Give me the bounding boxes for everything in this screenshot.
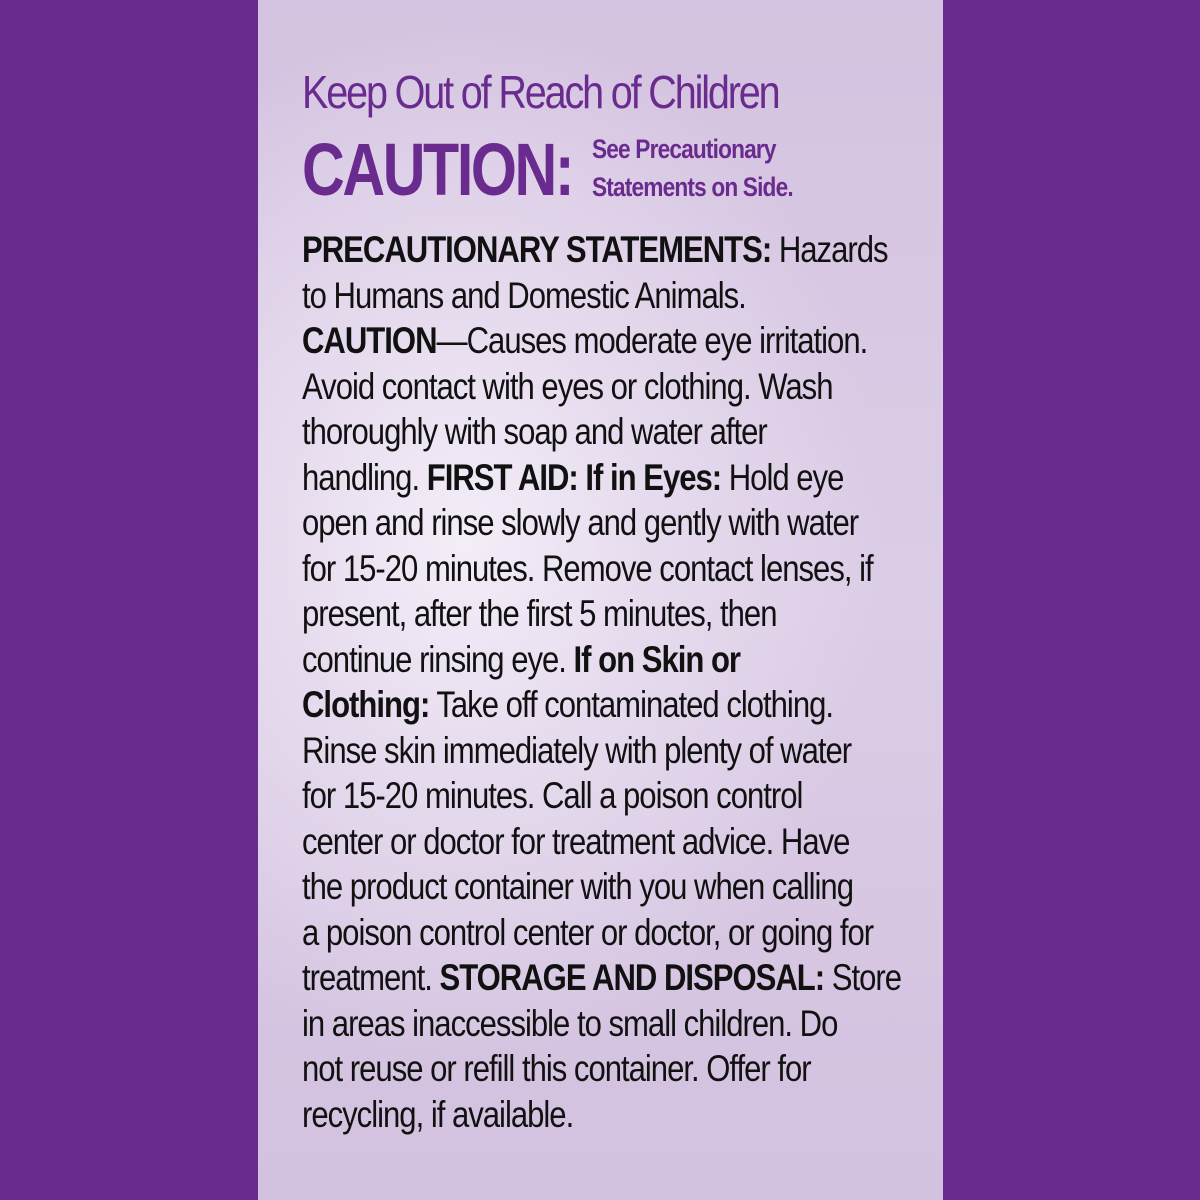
statement-text: —Causes moderate eye irritation.	[436, 320, 868, 361]
precautionary-heading: PRECAUTIONARY STATEMENTS:	[302, 229, 772, 270]
statement-line: Avoid contact with eyes or clothing. Wash	[302, 365, 833, 407]
caution-note-line-1: See Precautionary	[592, 134, 776, 164]
statement-text: Take off contaminated clothing.	[429, 684, 834, 725]
statement-line	[302, 455, 890, 501]
statement-line	[302, 682, 890, 728]
statement-line: present, after the first 5 minutes, then	[302, 593, 777, 634]
caution-note	[592, 130, 793, 206]
statement-line: for 15-20 minutes. Call a poison control	[302, 775, 803, 816]
statement-text: Hazards	[771, 229, 888, 270]
statement-text: treatment.	[302, 957, 440, 998]
statement-line: for 15-20 minutes. Remove contact lenses, if	[302, 547, 873, 589]
statement-line	[302, 955, 901, 1001]
statement-text: Store	[824, 957, 901, 998]
statement-line: center or doctor for treatment advice. Have	[302, 820, 850, 862]
caution-inline-heading: CAUTION	[302, 320, 437, 361]
right-purple-band	[943, 0, 1200, 1200]
caution-heading: CAUTION:	[302, 128, 573, 211]
statement-line	[302, 637, 890, 683]
caution-note-line-2: Statements on Side.	[592, 172, 793, 202]
clothing-heading: Clothing:	[302, 684, 430, 725]
statement-line: recycling, if available.	[302, 1093, 574, 1135]
statement-line	[302, 318, 890, 364]
statement-line: the product container with you when calling	[302, 866, 853, 907]
storage-heading: STORAGE AND DISPOSAL:	[439, 957, 825, 998]
statement-line: to Humans and Domestic Animals.	[302, 274, 746, 316]
statement-line: open and rinse slowly and gently with water	[302, 502, 859, 543]
left-purple-band	[0, 0, 258, 1200]
skin-heading: If on Skin or	[573, 638, 741, 680]
statement-line: Rinse skin immediately with plenty of water	[302, 729, 852, 771]
warning-header	[302, 64, 902, 211]
caution-row	[302, 130, 902, 210]
statement-line	[302, 227, 890, 273]
statement-line: a poison control center or doctor, or going for	[302, 911, 874, 953]
keep-out-heading: Keep Out of Reach of Children	[302, 66, 779, 118]
statement-line: in areas inaccessible to small children. Do	[302, 1002, 838, 1044]
statement-text: continue rinsing eye.	[302, 638, 574, 680]
statement-text: Hold eye	[721, 456, 844, 498]
label-panel	[258, 0, 943, 1200]
statement-text: handling.	[302, 456, 427, 498]
first-aid-heading: FIRST AID: If in Eyes:	[426, 456, 722, 498]
precautionary-statements	[302, 227, 901, 1137]
statement-line: not reuse or refill this container. Offer for	[302, 1048, 811, 1089]
statement-line: thoroughly with soap and water after	[302, 411, 767, 452]
